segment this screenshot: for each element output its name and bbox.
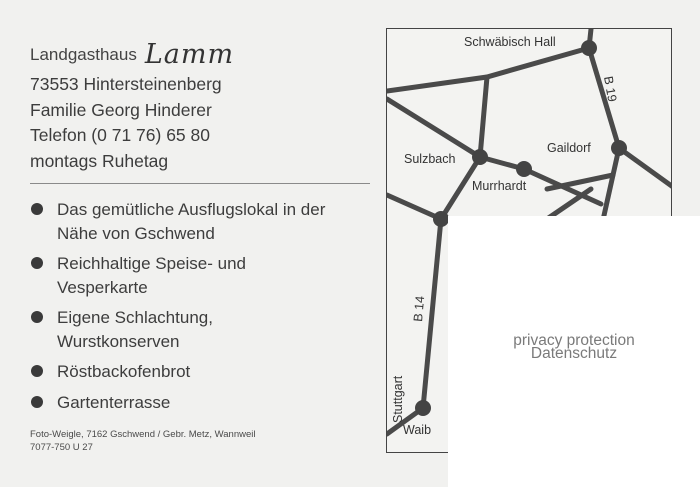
feature-text: Vesperkarte (57, 277, 148, 297)
road (387, 195, 441, 219)
bullet-icon (31, 311, 43, 323)
map-label-stuttgart: Stuttgart (391, 375, 405, 423)
road-label-b19: B 19 (601, 75, 620, 103)
town-marker (433, 211, 449, 227)
map-label-schwaebisch-hall: Schwäbisch Hall (464, 35, 556, 49)
feature-text: Wurstkonserven (57, 331, 180, 351)
feature-item (30, 198, 375, 245)
road (619, 148, 672, 187)
feature-text: Gartenterrasse (57, 392, 171, 412)
feature-text: Eigene Schlachtung, (57, 308, 213, 327)
bullet-icon (31, 396, 43, 408)
photo-credits (30, 428, 255, 454)
privacy-text-de: Datenschutz (530, 345, 618, 362)
bullet-icon (31, 203, 43, 215)
inn-name-logo: Lamm (144, 39, 235, 70)
feature-text: Reichhaltige Speise- und (57, 254, 247, 273)
road (480, 77, 487, 157)
inn-header (30, 36, 235, 70)
map-label-sulzbach: Sulzbach (404, 152, 456, 166)
map-label-waiblingen: Waib (403, 423, 432, 437)
bullet-icon (31, 365, 43, 377)
credits-publisher: Foto-Weigle, 7162 Gschwend / Gebr. Metz, Wannweil (30, 429, 256, 440)
road (387, 99, 480, 157)
town-marker (516, 161, 532, 177)
closing-day: montags Ruhetag (30, 150, 169, 171)
town-marker (611, 140, 627, 156)
road-label-b14: B 14 (411, 295, 428, 323)
feature-text: Röstbackofenbrot (57, 362, 191, 381)
feature-text: Nähe von Gschwend (57, 223, 215, 243)
inn-label: Landgasthaus (30, 45, 137, 64)
map-label-murrhardt: Murrhardt (472, 179, 527, 193)
town-marker (472, 149, 488, 165)
feature-list (30, 198, 375, 421)
feature-item (30, 306, 375, 353)
phone-number: Telefon (0 71 76) 65 80 (30, 125, 210, 145)
feature-text: Das gemütliche Ausflugslokal in der (57, 200, 326, 219)
road (547, 189, 591, 219)
town-marker (581, 40, 597, 56)
feature-item (30, 252, 375, 299)
privacy-text: privacy protection (513, 332, 635, 349)
privacy-overlay (448, 216, 700, 487)
divider (30, 183, 370, 184)
address-block (30, 72, 222, 174)
bullet-icon (31, 257, 43, 269)
map-label-gaildorf: Gaildorf (547, 141, 591, 155)
owner-family: Familie Georg Hinderer (30, 99, 212, 120)
feature-item (30, 391, 375, 415)
feature-item (30, 360, 375, 384)
credits-card-number: 7077-750 U 27 (30, 442, 93, 453)
postal-address: 73553 Hintersteinenberg (30, 74, 222, 94)
town-marker (415, 400, 431, 416)
